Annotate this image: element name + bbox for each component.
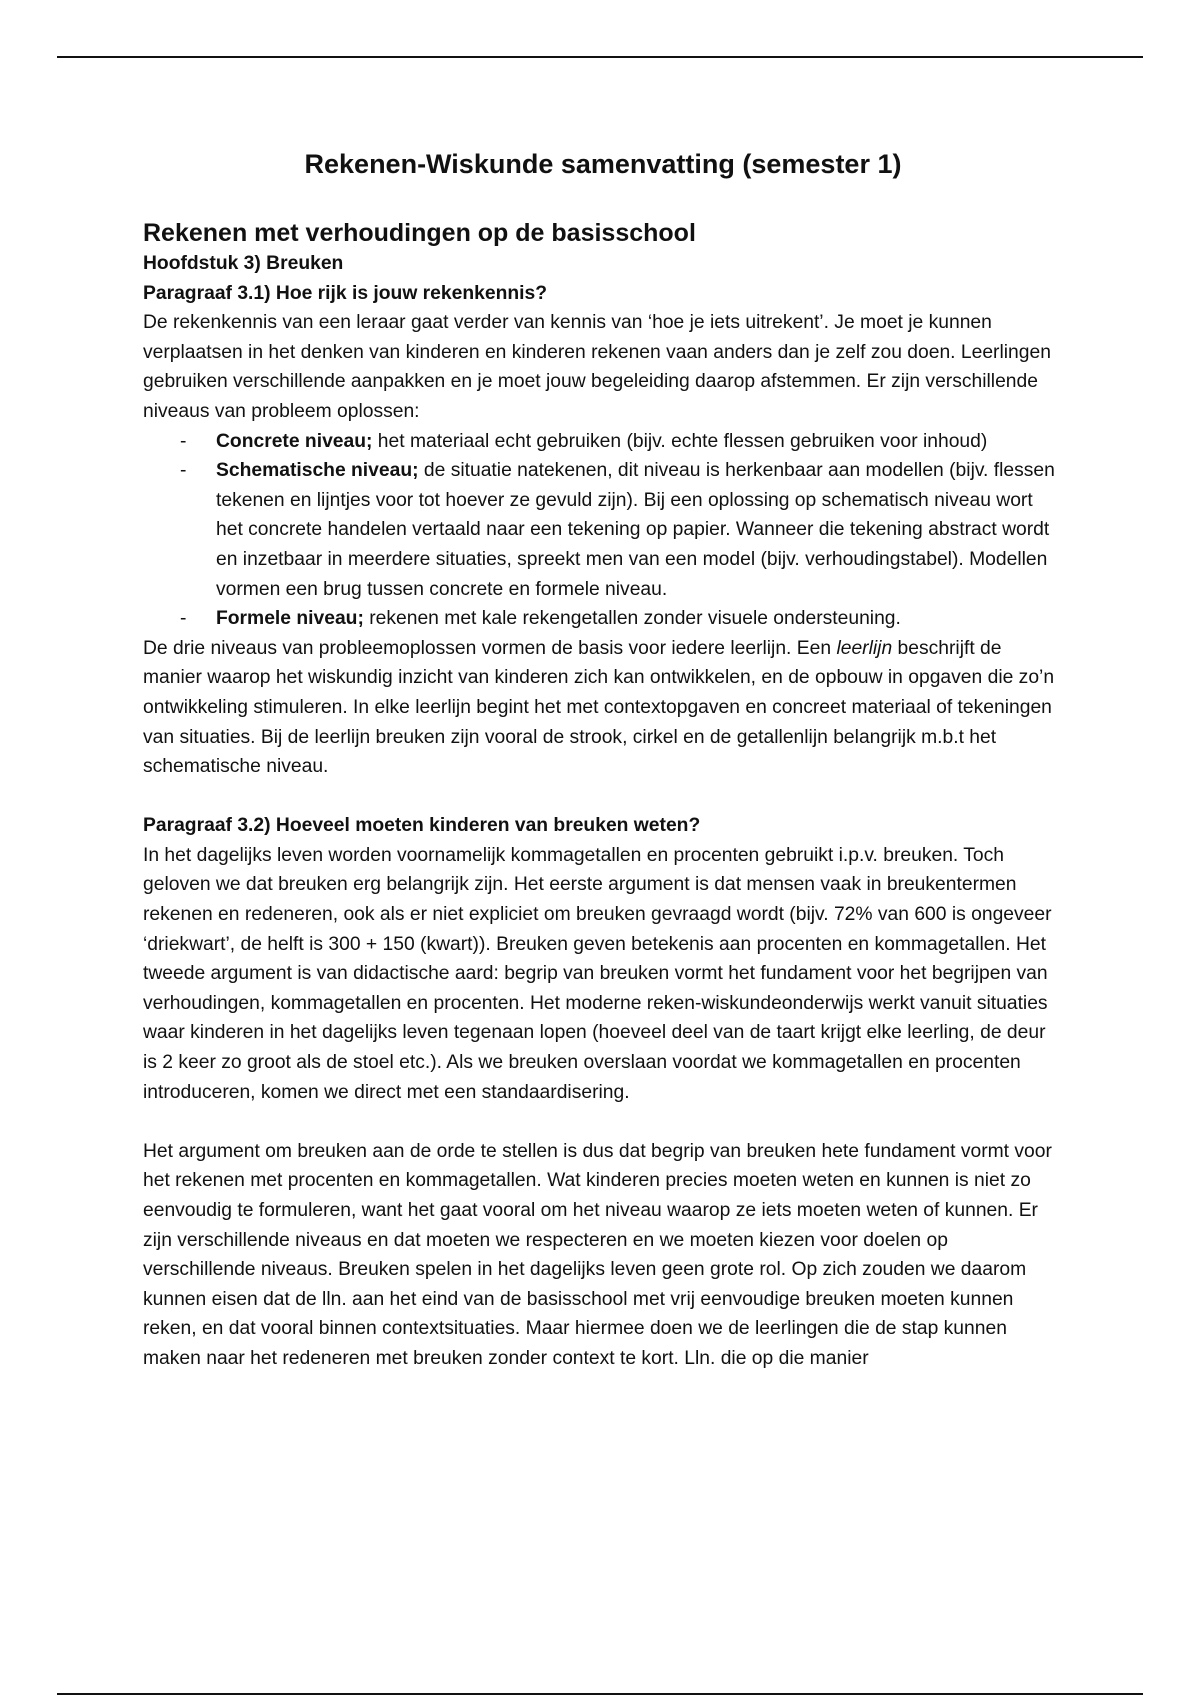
document-title: Rekenen-Wiskunde samenvatting (semester 1) — [304, 149, 902, 179]
list-dash: - — [180, 460, 187, 482]
paragraph-3-2-body-1: In het dagelijks leven worden voornamelijk kommagetallen en procenten gebruikt i.p.v. breuken. Toch geloven we dat breuken erg belangrijk zijn. Het eerste argument is dat mensen vaak in breukentermen rekenen en redeneren, ook als er niet expliciet om breuken gevraagd wordt (bijv. 72% van 600 is ongeveer ‘driekwart’, de helft is 300 + 150 (kwart)). Breuken geven betekenis aan procenten en kommagetallen. Het tweede argument is van didactische aard: begrip van breuken vormt het fundament voor het begrijpen van verhoudingen, kommagetallen en procenten. Het moderne reken-wiskundeonderwijs werkt vanuit situaties waar kinderen in het dagelijks leven tegenaan lopen (hoeveel deel van de taart krijgt elke leerling, de deur is 2 keer zo groot als de stoel etc.). Als we breuken overslaan voordat we kommagetallen en procenten introduceren, komen we direct met een standaardisering. — [143, 844, 1052, 1103]
level-description: het materiaal echt gebruiken (bijv. echte flessen gebruiken voor inhoud) — [372, 430, 988, 452]
list-dash: - — [180, 608, 187, 630]
level-description: rekenen met kale rekengetallen zonder visuele ondersteuning. — [363, 608, 901, 630]
level-term: Schematische niveau; — [216, 460, 419, 482]
paragraph-3-1-heading: Paragraaf 3.1) Hoe rijk is jouw rekenkennis? — [143, 282, 547, 304]
list-item — [180, 427, 1063, 457]
footer-rule — [57, 1693, 1143, 1695]
paragraph-3-2-heading: Paragraaf 3.2) Hoeveel moeten kinderen van breuken weten? — [143, 815, 701, 837]
level-description: de situatie natekenen, dit niveau is herkenbaar aan modellen (bijv. flessen tekenen en lijntjes voor tot hoever ze gevuld zijn). Bij een oplossing op schematisch niveau wort het concrete handelen vertaald naar een tekening op papier. Wanneer die tekening abstract wordt en inzetbaar in meerdere situaties, spreekt men van een model (bijv. verhoudingstabel). Modellen vormen een brug tussen concrete en formele niveau. — [216, 460, 1055, 600]
problem-solving-levels-list — [143, 427, 1063, 634]
paragraph-3-1-intro: De rekenkennis van een leraar gaat verder van kennis van ‘hoe je iets uitrekent’. Je moet je kunnen verplaatsen in het denken van kinderen en kinderen rekenen vaan anders dan je zelf zou doen. Leerlingen gebruiken verschillende aanpakken en je moet jouw begeleiding daarop afstemmen. Er zijn verschillende niveaus van probleem oplossen: — [143, 312, 1051, 422]
spacer — [143, 1107, 1063, 1137]
level-term: Formele niveau; — [216, 608, 364, 630]
chapter-title: Hoofdstuk 3) Breuken — [143, 253, 344, 274]
section-title: Rekenen met verhoudingen op de basisschool — [143, 219, 696, 247]
leerlijn-term: leerlijn — [836, 637, 893, 659]
paragraph-3-2-body-2: Het argument om breuken aan de orde te stellen is dus dat begrip van breuken hete fundament vormt voor het rekenen met procenten en kommagetallen. Wat kinderen precies moeten weten en kunnen is niet zo eenvoudig te formuleren, want het gaat vooral om het niveau waarop ze iets moeten weten of kunnen. Er zijn verschillende niveaus en dat moeten we respecteren en we moeten kiezen voor doelen op verschillende niveaus. Breuken spelen in het dagelijks leven geen grote rol. Op zich zouden we daarom kunnen eisen dat de lln. aan het eind van de basisschool met vrij eenvoudige breuken moeten kunnen reken, en dat vooral binnen contextsituaties. Maar hiermee doen we de leerlingen die de stap kunnen maken naar het redeneren met breuken zonder context te kort. Lln. die op die manier — [143, 1140, 1052, 1369]
document-page — [143, 145, 1063, 1374]
paragraph-3-1-outro — [143, 634, 1063, 782]
list-dash: - — [180, 430, 187, 452]
list-item — [180, 456, 1063, 604]
header-rule — [57, 56, 1143, 58]
outro-text-end: beschrijft de manier waarop het wiskundig inzicht van kinderen zich kan ontwikkelen, en de opbouw in opgaven die zo’n ontwikkeling stimuleren. In elke leerlijn begint het met contextopgaven en concreet materiaal of tekeningen van situaties. Bij de leerlijn breuken zijn vooral de strook, cirkel en de getallenlijn belangrijk m.b.t het schematische niveau. — [143, 637, 1055, 778]
list-item — [180, 604, 1063, 634]
spacer — [143, 782, 1063, 812]
outro-text-start: De drie niveaus van probleemoplossen vormen de basis voor iedere leerlijn. Een — [143, 637, 837, 659]
level-term: Concrete niveau; — [216, 430, 373, 452]
